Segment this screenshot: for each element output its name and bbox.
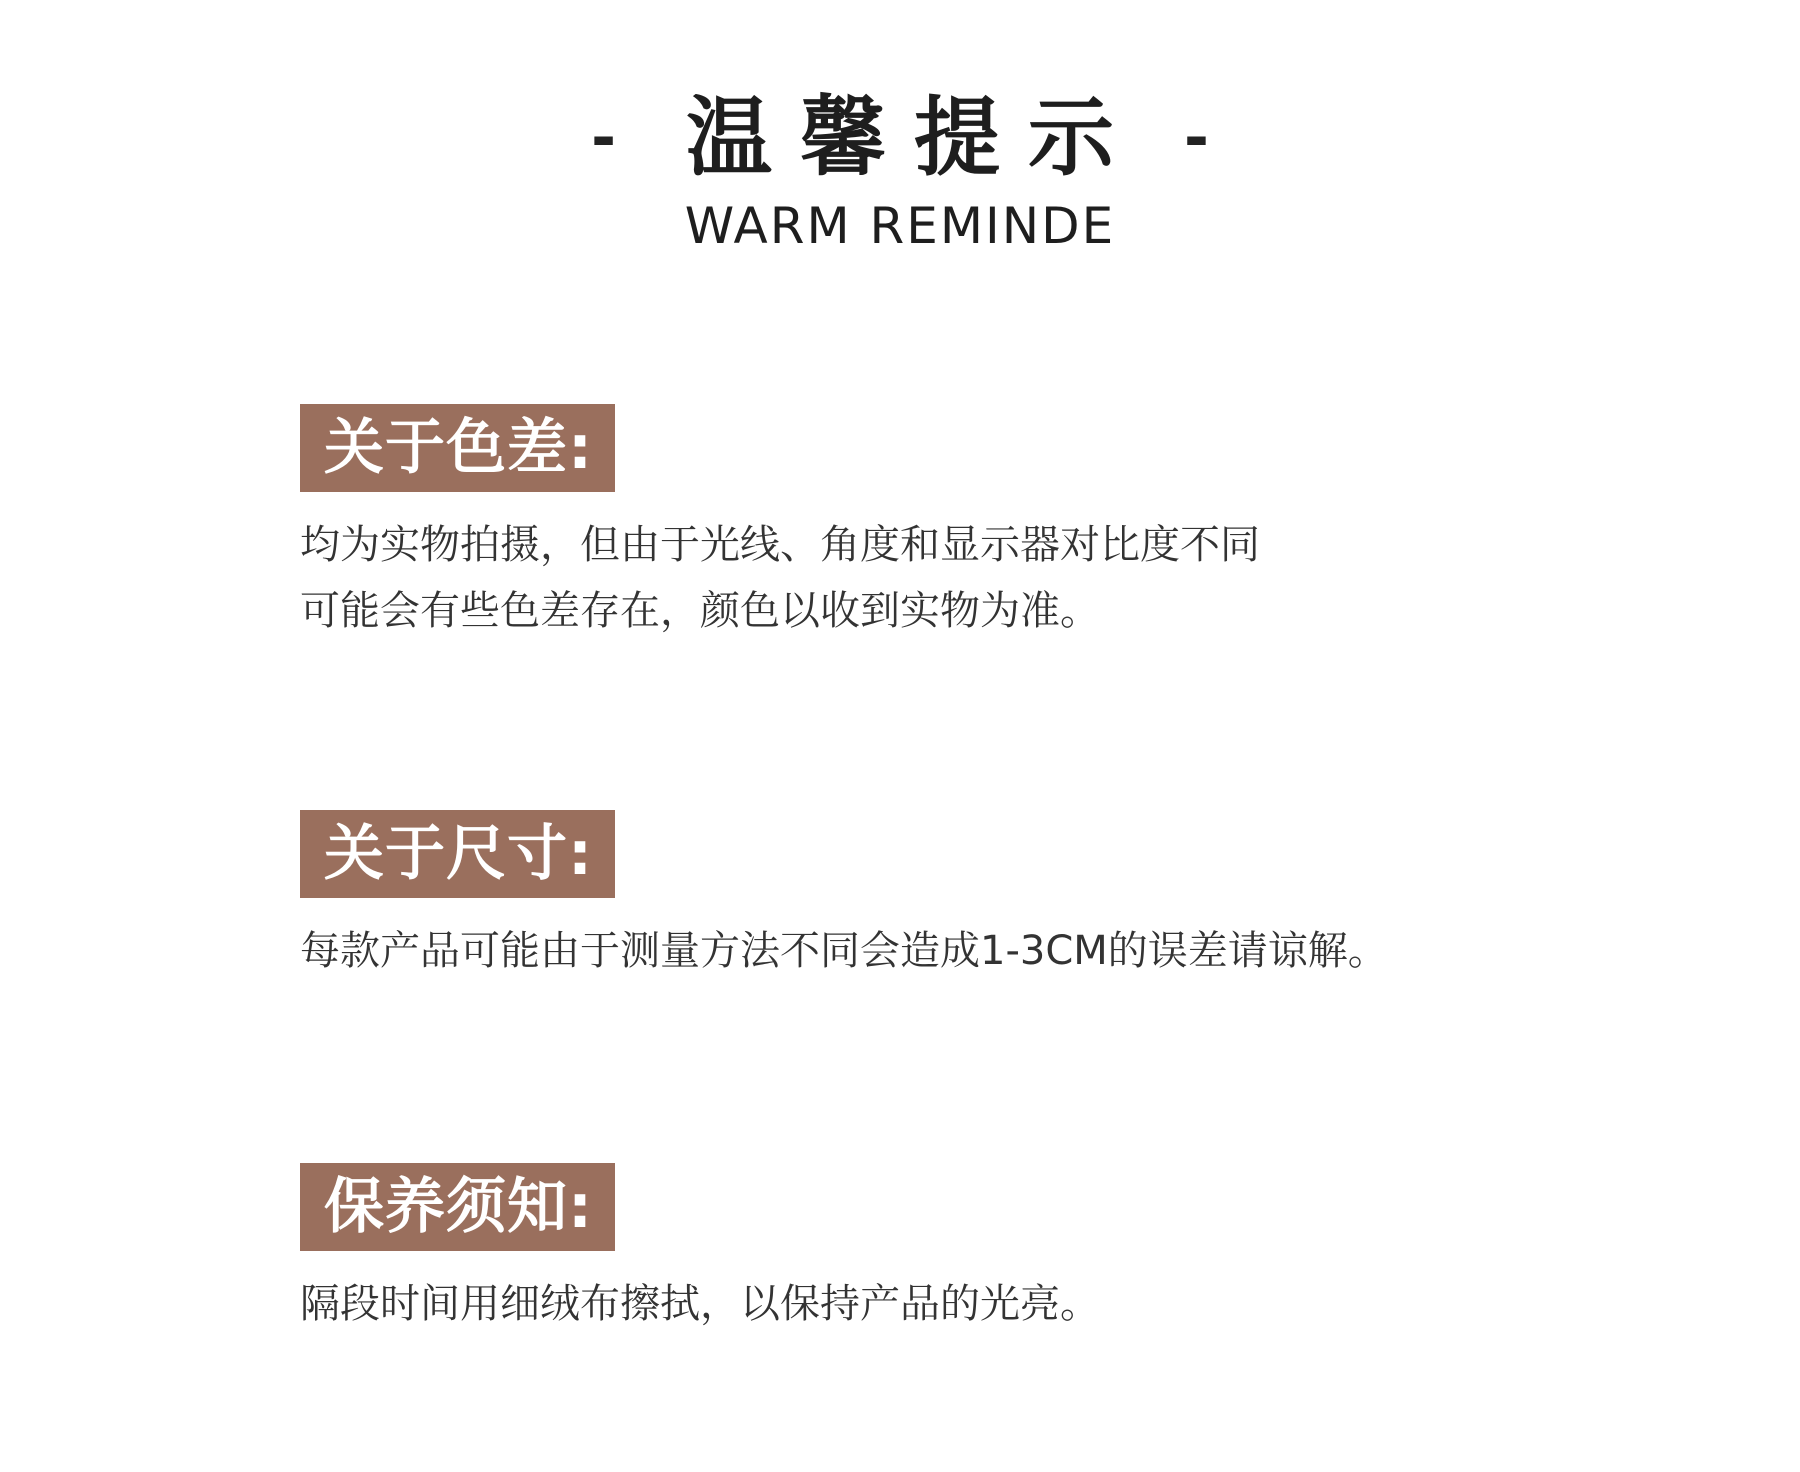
header [0,88,1800,259]
page-title: 温馨提示 [686,88,1142,188]
size-section [300,810,1600,984]
color-difference-line-2: 可能会有些色差存在，颜色以收到实物为准。 [300,588,1100,634]
color-difference-line-1: 均为实物拍摄，但由于光线、角度和显示器对比度不同 [300,522,1260,568]
title-row [0,88,1800,188]
size-text [300,918,1600,984]
size-label: 关于尺寸: [300,810,615,898]
care-section [300,1163,1600,1337]
color-difference-text [300,512,1600,644]
care-label: 保养须知: [300,1163,615,1251]
title-dash-right: - [1184,103,1209,173]
care-line-1: 隔段时间用细绒布擦拭，以保持产品的光亮。 [300,1281,1100,1327]
size-line-1: 每款产品可能由于测量方法不同会造成1-3CM的误差请谅解。 [300,928,1388,974]
color-difference-label: 关于色差: [300,404,615,492]
page-subtitle: WARM REMINDE [684,197,1116,255]
color-difference-section [300,404,1600,644]
care-text [300,1271,1600,1337]
title-dash-left: - [591,103,616,173]
